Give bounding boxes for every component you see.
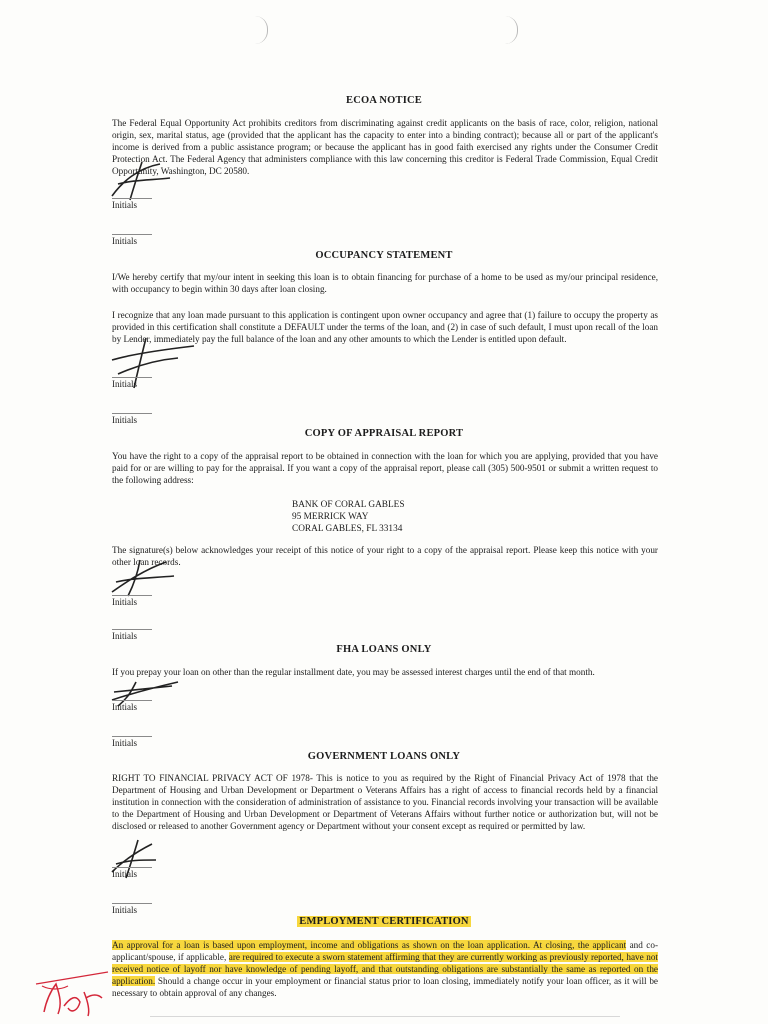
initials-line: Initials	[112, 198, 152, 210]
initials-line: Initials	[112, 377, 152, 389]
employment-body	[112, 940, 658, 1000]
appraisal-title: COPY OF APPRAISAL REPORT	[304, 428, 464, 439]
initials-line: Initials	[112, 700, 152, 712]
body-text: and co-applicant/spouse, if applicable,	[112, 940, 659, 962]
ecoa-title: ECOA NOTICE	[345, 95, 422, 106]
initials-line: Initials	[112, 903, 152, 915]
initials-line: Initials	[112, 867, 152, 879]
initials-line: Initials	[112, 234, 152, 246]
address-line: 95 MERRICK WAY	[292, 512, 369, 522]
page-bottom-edge	[150, 1016, 620, 1017]
appraisal-body: You have the right to a copy of the appraisal report to be obtained in connection with the loan for which you are applying, provided that you have paid for or are willing to pay for the appraisal. If you want a copy of the appraisal report, please call (305) 500-9501 or submit a written request to the following address:	[112, 451, 658, 485]
ecoa-body: The Federal Equal Opportunity Act prohibits creditors from discriminating against credit applicants on the basis of race, color, religion, national origin, sex, marital status, age (provided that the applicant has the capacity to enter into a binding contract); because all or part of the applicant's income is derived from a public assistance program; or because the applicant has in good faith exercised any rights under the Consumer Credit Protection Act. The Federal Agency that administers compliance with this law concerning this creditor is Federal Trade Commission, Equal Credit Opportunity, Washington, DC 20580.	[112, 118, 658, 176]
initials-line: Initials	[112, 629, 152, 641]
appraisal-acknowledgement: The signature(s) below acknowledges your receipt of this notice of your right to a copy of the appraisal report. Please keep this notice with your other loan records.	[112, 545, 658, 567]
government-title: GOVERNMENT LOANS ONLY	[307, 751, 461, 762]
signature-initials-mark	[108, 160, 178, 202]
employment-title-text: EMPLOYMENT CERTIFICATION	[299, 916, 469, 927]
initials-line: Initials	[112, 736, 152, 748]
occupancy-para-1: I/We hereby certify that my/our intent in seeking this loan is to obtain financing for purchase of a home to be used as my/our principal residence, with occupancy to begin within 30 days after loan closing.	[112, 272, 658, 294]
fha-title: FHA LOANS ONLY	[336, 644, 432, 655]
fha-body: If you prepay your loan on other than the regular installment date, you may be assessed interest charges until the end of that month.	[112, 667, 595, 677]
signature-initials-mark	[108, 556, 180, 600]
address-line: CORAL GABLES, FL 33134	[292, 524, 403, 534]
highlighted-text: are required to execute a sworn statement affirming that they are currently working as previously reported, have not received notice of layoff nor have knowledge of pending layoff, and that outstanding obligations are substantially the same as reported on the application.	[112, 951, 658, 986]
occupancy-para-2: I recognize that any loan made pursuant to this application is contingent upon owner occupancy and agree that (1) failure to occupy the property as provided in this certification shall constitute a DEFAULT under the terms of the loan, and (2) in case of such default, I must upon recall of the loan by Lender, immediately pay the full balance of the loan and any other amounts to which the Lender is entitled upon default.	[112, 310, 658, 344]
employment-title	[0, 916, 768, 927]
punch-hole-mark	[255, 16, 268, 44]
initials-line: Initials	[112, 413, 152, 425]
highlighted-text: An approval for a loan is based upon employment, income and obligations as shown on the loan application. At closing, the applicant	[112, 940, 627, 950]
government-body: RIGHT TO FINANCIAL PRIVACY ACT OF 1978- This is notice to you as required by the Right of Financial Privacy Act of 1978 that the Department of Housing and Urban Development or Department o Veterans Affairs has a right of access to financial records held by a financial institution in connection with the consideration of administration of assistance to you. Financial records involving your transaction will be available to the Department of Housing and Urban Development or Department of Veterans Affairs without further notice or authorization but, will not be disclosed or released to another Government agency or Department without your consent except as required or permitted by law.	[112, 773, 658, 831]
address-line: BANK OF CORAL GABLES	[292, 500, 405, 510]
body-text: Should a change occur in your employment or financial status prior to loan closing, immediately notify your loan officer, as it will be necessary to obtain approval of any changes.	[112, 975, 658, 998]
occupancy-title: OCCUPANCY STATEMENT	[315, 250, 453, 261]
initials-line: Initials	[112, 595, 152, 607]
punch-hole-mark	[505, 16, 518, 44]
handwritten-annotation-mark	[30, 962, 112, 1020]
